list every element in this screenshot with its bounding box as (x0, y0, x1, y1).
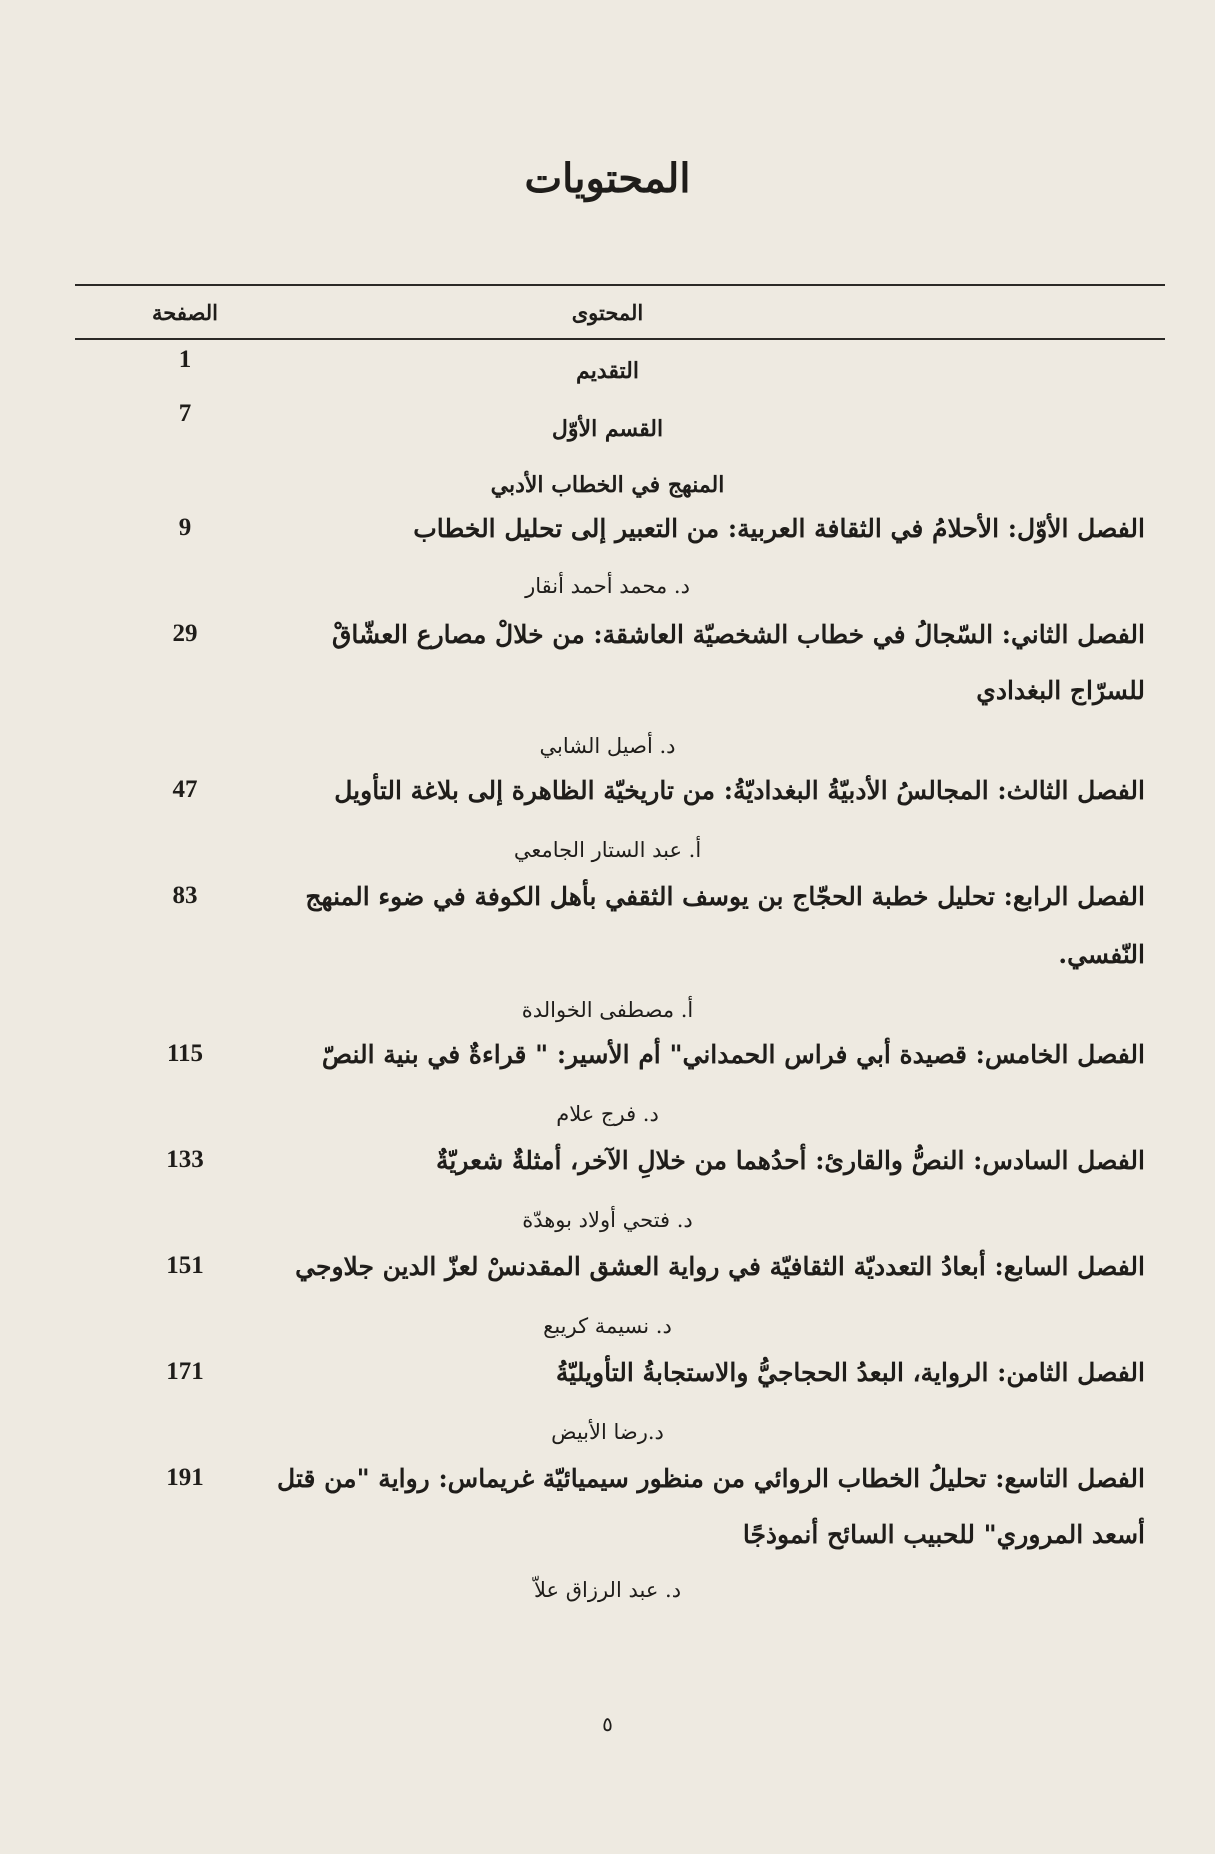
toc-entry-author: أ. عبد الستار الجامعي (513, 838, 702, 862)
page-number: 7 (178, 400, 192, 427)
toc-entry-author: د. فتحي أولاد بوهدّة (522, 1208, 693, 1232)
page-number: 1 (178, 346, 192, 373)
section-heading: التقديم (576, 358, 639, 384)
toc-entry-title: الفصل الثامن: الرواية، البعدُ الحجاجيُّ والاستجابةُ التأويليّةُ (555, 1358, 1145, 1387)
footer-page-number: ٥ (602, 1712, 613, 1736)
toc-entry-author: د. نسيمة كريبع (543, 1314, 672, 1338)
part-subheading: المنهج في الخطاب الأدبي (490, 472, 725, 498)
page-number: 47 (172, 776, 198, 803)
toc-entry-author: د. أصيل الشابي (539, 734, 676, 758)
content-column-header: المحتوى (571, 300, 644, 325)
toc-entry-author: د. فرج علام (556, 1102, 659, 1126)
page-number: 171 (166, 1358, 204, 1385)
page-title: المحتويات (524, 155, 691, 202)
toc-entry-title: الفصل السادس: النصُّ والقارئ: أحدُهما من خلالِ الآخر، أمثلةٌ شعريّةٌ (436, 1146, 1145, 1175)
toc-entry-title: الفصل الرابع: تحليل خطبة الحجّاج بن يوسف الثقفي بأهل الكوفة في ضوء المنهج (305, 882, 1145, 911)
toc-entry-author: د. محمد أحمد أنقار (525, 574, 690, 598)
page-number: 151 (166, 1252, 204, 1279)
toc-entry-author: د. عبد الرزاق علاّ (533, 1578, 682, 1602)
toc-entry-title: الفصل السابع: أبعادُ التعدديّة الثقافيّة في رواية العشق المقدنسْ لعزّ الدين جلاوجي (295, 1252, 1145, 1281)
header-top-rule (75, 284, 1165, 286)
part-heading: القسم الأوّل (551, 416, 664, 442)
toc-entry-author: أ. مصطفى الخوالدة (521, 998, 694, 1022)
page-number: 83 (172, 882, 198, 909)
toc-entry-title: الفصل الثاني: السّجالُ في خطاب الشخصيّة العاشقة: من خلالْ مصارع العشّاقْ (332, 620, 1145, 649)
toc-entry-title-cont: للسرّاج البغدادي (976, 676, 1145, 705)
page-number: 115 (166, 1040, 204, 1067)
page-number: 191 (166, 1464, 204, 1491)
page-number: 133 (166, 1146, 204, 1173)
toc-entry-title: الفصل الأوّل: الأحلامُ في الثقافة العربية: من التعبير إلى تحليل الخطاب (413, 514, 1145, 543)
toc-entry-title: الفصل التاسع: تحليلُ الخطاب الروائي من منظور سيميائيّة غريماس: رواية "من قتل (277, 1464, 1145, 1493)
toc-entry-title: الفصل الثالث: المجالسُ الأدبيّةُ البغداديّةُ: من تاريخيّة الظاهرة إلى بلاغة التأويل (334, 776, 1145, 805)
page-number: 29 (172, 620, 198, 647)
toc-entry-title-cont: أسعد المروري" للحبيب السائح أنموذجًا (742, 1520, 1145, 1549)
header-bottom-rule (75, 338, 1165, 340)
page-column-header: الصفحة (152, 300, 218, 325)
page-number: 9 (178, 514, 192, 541)
toc-entry-title: الفصل الخامس: قصيدة أبي فراس الحمداني" أم الأسير: " قراءةٌ في بنية النصّ (321, 1040, 1145, 1069)
toc-entry-title-cont: النّفسي. (1058, 940, 1145, 969)
toc-entry-author: د.رضا الأبيض (551, 1420, 664, 1444)
